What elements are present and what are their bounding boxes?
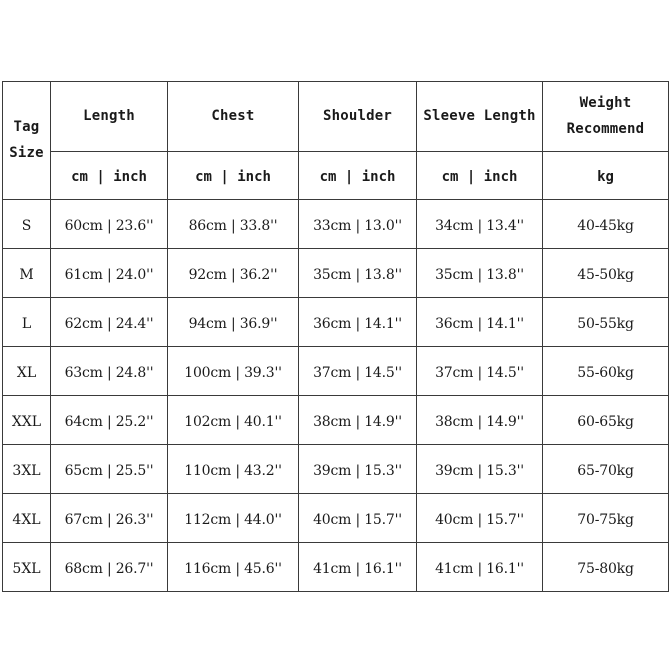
weight-cell: [543, 543, 669, 592]
chest-value: 102cm | 40.1'': [184, 413, 282, 430]
chest-value: 86cm | 33.8'': [188, 217, 278, 234]
header-length: [51, 82, 168, 152]
unit-length: [51, 152, 168, 200]
chest-cell: [168, 494, 299, 543]
header-weight-recommend-label: Weight Recommend: [566, 94, 645, 137]
sleeve-cell: [417, 494, 543, 543]
header-tag-size: [3, 82, 51, 200]
header-length-label: Length: [83, 107, 135, 124]
shoulder-value: 38cm | 14.9'': [313, 413, 402, 430]
sleeve-cell: [417, 347, 543, 396]
size-cell: [3, 200, 51, 249]
shoulder-value: 35cm | 13.8'': [313, 266, 402, 283]
length-value: 68cm | 26.7'': [64, 560, 154, 577]
header-tag-size-label: Tag Size: [9, 118, 44, 161]
sleeve-cell: [417, 298, 543, 347]
unit-sleeve-length-label: cm | inch: [441, 169, 518, 185]
sleeve-cell: [417, 200, 543, 249]
shoulder-value: 36cm | 14.1'': [313, 315, 402, 332]
shoulder-value: 33cm | 13.0'': [313, 217, 402, 234]
length-cell: [51, 200, 168, 249]
sleeve-value: 34cm | 13.4'': [435, 217, 524, 234]
size-cell: [3, 298, 51, 347]
size-chart-table: [2, 81, 669, 592]
chest-cell: [168, 298, 299, 347]
weight-cell: [543, 494, 669, 543]
size-cell: [3, 445, 51, 494]
weight-value: 70-75kg: [577, 511, 634, 528]
shoulder-cell: [299, 445, 417, 494]
unit-row: [3, 152, 669, 200]
length-value: 63cm | 24.8'': [64, 364, 154, 381]
length-cell: [51, 543, 168, 592]
unit-sleeve-length: [417, 152, 543, 200]
weight-value: 60-65kg: [577, 413, 634, 430]
shoulder-value: 37cm | 14.5'': [313, 364, 402, 381]
length-cell: [51, 347, 168, 396]
header-shoulder: [299, 82, 417, 152]
shoulder-cell: [299, 200, 417, 249]
size-value: 3XL: [12, 462, 41, 479]
header-weight-recommend: [543, 82, 669, 152]
table-row: [3, 396, 669, 445]
shoulder-cell: [299, 347, 417, 396]
sleeve-value: 37cm | 14.5'': [435, 364, 524, 381]
shoulder-cell: [299, 396, 417, 445]
shoulder-cell: [299, 298, 417, 347]
table-row: [3, 543, 669, 592]
header-sleeve-length-label: Sleeve Length: [423, 107, 536, 124]
length-cell: [51, 396, 168, 445]
header-chest: [168, 82, 299, 152]
weight-value: 40-45kg: [577, 217, 634, 234]
unit-chest: [168, 152, 299, 200]
size-value: 4XL: [12, 511, 41, 528]
table-row: [3, 249, 669, 298]
header-chest-label: Chest: [211, 107, 255, 124]
shoulder-cell: [299, 494, 417, 543]
shoulder-value: 41cm | 16.1'': [313, 560, 402, 577]
sleeve-value: 35cm | 13.8'': [435, 266, 524, 283]
shoulder-value: 39cm | 15.3'': [313, 462, 402, 479]
sleeve-value: 39cm | 15.3'': [435, 462, 524, 479]
chest-cell: [168, 543, 299, 592]
unit-chest-label: cm | inch: [195, 169, 271, 185]
weight-cell: [543, 445, 669, 494]
sleeve-cell: [417, 249, 543, 298]
header-row: [3, 82, 669, 152]
header-sleeve-length: [417, 82, 543, 152]
length-cell: [51, 445, 168, 494]
size-cell: [3, 494, 51, 543]
table-row: [3, 347, 669, 396]
sleeve-cell: [417, 445, 543, 494]
size-cell: [3, 347, 51, 396]
weight-value: 45-50kg: [577, 266, 634, 283]
size-cell: [3, 543, 51, 592]
sleeve-value: 41cm | 16.1'': [435, 560, 524, 577]
table-row: [3, 298, 669, 347]
chest-cell: [168, 249, 299, 298]
weight-cell: [543, 249, 669, 298]
chest-value: 110cm | 43.2'': [184, 462, 282, 479]
unit-shoulder: [299, 152, 417, 200]
chest-value: 94cm | 36.9'': [188, 315, 278, 332]
sleeve-value: 36cm | 14.1'': [435, 315, 524, 332]
size-value: L: [21, 315, 32, 332]
table-row: [3, 445, 669, 494]
weight-cell: [543, 298, 669, 347]
size-value: 5XL: [12, 560, 41, 577]
chest-value: 92cm | 36.2'': [188, 266, 278, 283]
chest-cell: [168, 396, 299, 445]
shoulder-value: 40cm | 15.7'': [313, 511, 402, 528]
length-value: 61cm | 24.0'': [64, 266, 154, 283]
length-value: 64cm | 25.2'': [64, 413, 154, 430]
size-value: S: [21, 217, 32, 234]
chest-cell: [168, 200, 299, 249]
weight-cell: [543, 396, 669, 445]
length-value: 60cm | 23.6'': [64, 217, 154, 234]
size-cell: [3, 396, 51, 445]
table-row: [3, 494, 669, 543]
header-shoulder-label: Shoulder: [322, 107, 393, 124]
chest-value: 116cm | 45.6'': [184, 560, 282, 577]
size-value: XL: [16, 364, 37, 381]
shoulder-cell: [299, 543, 417, 592]
length-cell: [51, 494, 168, 543]
shoulder-cell: [299, 249, 417, 298]
weight-cell: [543, 200, 669, 249]
chest-value: 100cm | 39.3'': [184, 364, 282, 381]
unit-weight-label: kg: [597, 169, 614, 185]
sleeve-value: 40cm | 15.7'': [435, 511, 524, 528]
chest-cell: [168, 445, 299, 494]
table-row: [3, 200, 669, 249]
weight-value: 75-80kg: [577, 560, 634, 577]
weight-value: 65-70kg: [577, 462, 634, 479]
sleeve-cell: [417, 396, 543, 445]
unit-length-label: cm | inch: [71, 169, 147, 185]
unit-shoulder-label: cm | inch: [319, 169, 396, 185]
length-value: 67cm | 26.3'': [64, 511, 154, 528]
length-cell: [51, 249, 168, 298]
weight-cell: [543, 347, 669, 396]
sleeve-cell: [417, 543, 543, 592]
weight-value: 50-55kg: [577, 315, 634, 332]
chest-value: 112cm | 44.0'': [184, 511, 282, 528]
unit-weight: [543, 152, 669, 200]
length-value: 62cm | 24.4'': [64, 315, 154, 332]
weight-value: 55-60kg: [577, 364, 634, 381]
sleeve-value: 38cm | 14.9'': [435, 413, 524, 430]
size-value: XXL: [11, 413, 42, 430]
length-value: 65cm | 25.5'': [64, 462, 154, 479]
size-value: M: [19, 266, 34, 283]
length-cell: [51, 298, 168, 347]
size-cell: [3, 249, 51, 298]
chest-cell: [168, 347, 299, 396]
